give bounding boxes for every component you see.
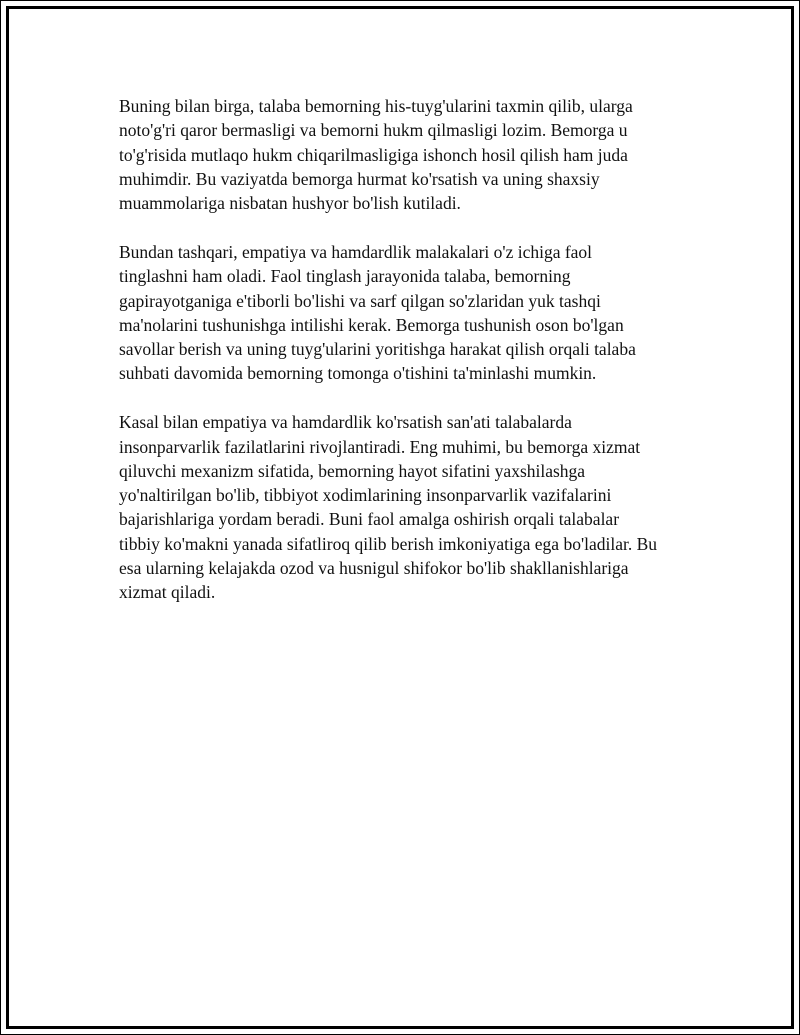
text-line: esa ularning kelajakda ozod va husnigul shifokor bo'lib shakllanishlariga [119, 558, 629, 579]
paragraph-1 [119, 94, 691, 215]
text-line: noto'g'ri qaror bermasligi va bemorni hukm qilmasligi lozim. Bemorga u [119, 120, 628, 141]
text-line: savollar berish va uning tuyg'ularini yoritishga harakat qilish orqali talaba [119, 339, 636, 360]
text-line: qiluvchi mexanizm sifatida, bemorning hayot sifatini yaxshilashga [119, 460, 586, 481]
text-line: suhbati davomida bemorning tomonga o'tishini ta'minlashi mumkin. [119, 363, 597, 384]
text-line: xizmat qiladi. [119, 582, 216, 603]
text-line: yo'naltirilgan bo'lib, tibbiyot xodimlarining insonparvarlik vazifalarini [119, 485, 612, 506]
text-line: Buning bilan birga, talaba bemorning his-tuyg'ularini taxmin qilib, ularga [119, 96, 633, 116]
text-line: gapirayotganiga e'tiborli bo'lishi va sarf qilgan so'zlaridan yuk tashqi [119, 290, 601, 311]
document-body [119, 94, 691, 629]
text-line: tibbiy ko'makni yanada sifatliroq qilib berish imkoniyatiga ega bo'ladilar. Bu [119, 533, 658, 554]
text-line: tinglashni ham oladi. Faol tinglash jarayonida talaba, bemorning [119, 266, 571, 287]
paragraph-3 [119, 410, 691, 604]
text-line: to'g'risida mutlaqo hukm chiqarilmasligiga ishonch hosil qilish ham juda [119, 144, 628, 165]
paragraph-2 [119, 240, 691, 386]
text-line: ma'nolarini tushunishga intilishi kerak. Bemorga tushunish oson bo'lgan [119, 314, 624, 335]
text-line: bajarishlariga yordam beradi. Buni faol amalga oshirish orqali talabalar [119, 509, 620, 530]
text-line: Kasal bilan empatiya va hamdardlik ko'rsatish san'ati talabalarda [119, 412, 572, 433]
text-line: insonparvarlik fazilatlarini rivojlantiradi. Eng muhimi, bu bemorga xizmat [119, 436, 641, 457]
text-line: muhimdir. Bu vaziyatda bemorga hurmat ko'rsatish va uning shaxsiy [119, 168, 600, 189]
text-line: Bundan tashqari, empatiya va hamdardlik malakalari o'z ichiga faol [119, 241, 593, 262]
text-line: muammolariga nisbatan hushyor bo'lish kutiladi. [119, 193, 461, 214]
